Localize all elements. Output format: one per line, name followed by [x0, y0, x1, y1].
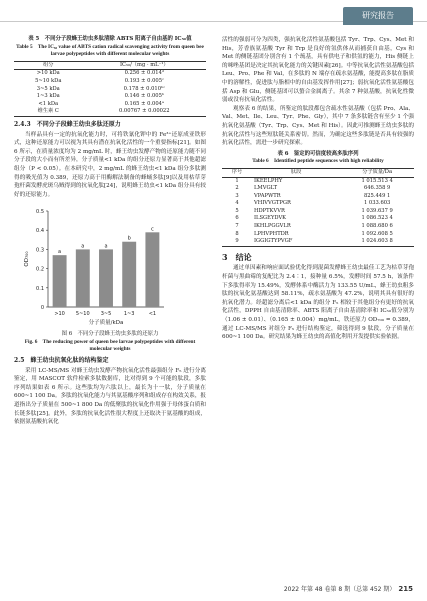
fig6-caption-en: Fig. 6 The reducing power of queen bee larvae polypeptides with different molecular weights: [24, 338, 196, 353]
table-cell: VPAPWTR: [253, 192, 281, 199]
section-2-4-3-title: 2.4.3 不同分子段蜂王幼虫多肽还原力: [14, 120, 121, 128]
table-cell: 825.449 1: [363, 192, 391, 199]
table-cell: IGGIGTYPVGF: [252, 238, 340, 246]
table-row: [222, 208, 414, 216]
bar: [122, 242, 136, 307]
page-number: 215: [398, 585, 413, 593]
table-cell: <1 kDa: [38, 100, 59, 107]
left-column: [14, 36, 206, 427]
table-cell: ILSGEYDVK: [253, 215, 287, 222]
table-cell: 646.358 9: [363, 185, 391, 192]
footer-issue: 2022 年第 48 卷第 8 期（总第 452 期）: [283, 586, 396, 593]
table-cell: 2: [235, 185, 239, 192]
table-cell: 1 024.603 8: [340, 238, 414, 246]
table-cell: 1 015.513 4: [361, 177, 393, 184]
right-column: [222, 36, 414, 342]
table-cell: 0.165 ± 0.004ᵃ: [124, 100, 164, 107]
table-cell: 1 086.523 4: [361, 215, 393, 222]
table-row: [14, 86, 206, 94]
x-tick-label: >10: [54, 311, 65, 318]
table-cell: LMVGLT: [253, 185, 278, 192]
y-tick-label: 0.1: [36, 286, 44, 293]
fig6-bar-chart: [14, 203, 206, 331]
table-row: [14, 70, 206, 78]
bar: [76, 250, 90, 308]
bar: [53, 255, 67, 307]
table-cell: 9: [222, 238, 252, 246]
table5-header-ic50: IC₅₀/（mg · mL⁻¹）: [83, 61, 206, 70]
section-tag: 研究报告: [343, 7, 413, 25]
table5: [14, 61, 206, 117]
table-cell: 7: [235, 223, 239, 230]
right-top-text: 活性的强弱可分为四类，强抗氧化活性氨基酸包括 Tyr、Trp、Cys、Met 和 His，芳香族氨基酸 Tyr 和 Trp 是良好的氢供体从而捕获自由基，Cys 和 Met 的侧链基团分别含有 1 个巯基，具有供电子和供氢的能力，His 侧链上的咪唑基团是决定其抗氧化能力的关键因素[26]。中等抗氧化活性氨基酸包括 Leu、Pro、Phe 和 Val，在多肽的 N 端存在疏水氨基酸，能提高多肽在脂质中的溶解性，促进肽与脂相中的自由基发挥作用[27]；弱抗氧化活性氨基酸包括 Asp 和 Glu，侧链基团可以螯合金属离子。其余 7 种氨基酸，抗氧化性微弱或没有抗氧化活性。: [222, 37, 414, 104]
x-tick-label: 3~5: [100, 311, 112, 318]
table-row: [222, 193, 414, 201]
bar-significance-label: a: [104, 243, 108, 250]
table-cell: 1 039.637 9: [361, 207, 393, 214]
right-paragraph-2: 观察表 6 的结果，所鉴定的肽段都包含疏水性氨基酸（包括 Pro、Ala、Val、Met、Ile、Leu、Tyr、Phe、Gly），其中 7 条多肽链含有至少 1 个强抗氧化氨基酸（Tyr、Trp、Cys、Met 和 His）。因此可推测蜂王幼虫多肽的抗氧化活性与这些短肽链关系密切。然而，为确定这些多肽链是否具有较强的抗氧化活性，需进一步研究探索。: [222, 105, 414, 147]
table5-title-cn: 表 5 不同分子段蜂王幼虫多肽清除 ABTS 阳离子自由基的 IC₅₀值: [28, 36, 192, 42]
table-cell: VHIVVGTPGR: [253, 200, 291, 207]
table-cell: 1~3 kDa: [36, 93, 60, 100]
section-2-5-text: 采用 LC-MS/MS 对蜂王幼虫发酵产物抗氧化活性最强组分 F₅ 进行分离鉴定，用 MASCOT 软件检索多肽数据库，比对得到 9 个可能的肽段，多肽序列结果如表 6 所示。这些肽均为六肽以上，最长为十一肽，分子质量在 600~1 100 Da。多肽的抗氧化能力与其氨基酸序列和组成存在构效关系，报道指出分子质量在 500~1 800 Da 的低聚肽的抗氧化作用强于母体蛋白质和长链多肽[25]。此外，多肽的抗氧化活性很大程度上还取决于氨基酸的组成，依据氨基酸抗氧化: [14, 367, 207, 426]
fig6-caption-cn: 图 6 不同分子段蜂王幼虫多肽的还原力: [61, 331, 159, 338]
bar-significance-label: a: [81, 243, 85, 250]
table-row: [14, 78, 206, 86]
x-axis-label: 分子质量/kDa: [88, 320, 124, 327]
table-cell: 3~5 kDa: [36, 85, 60, 92]
table-cell: IKHLPGGVLR: [253, 223, 291, 230]
table-row: [222, 177, 414, 185]
table-cell: 3: [235, 192, 239, 199]
table-cell: 5~10 kDa: [35, 77, 62, 84]
page-footer: [284, 584, 413, 593]
x-tick-label: <1: [148, 311, 157, 318]
x-tick-label: 5~10: [75, 311, 90, 318]
table-cell: 0.178 ± 0.010ᵇᶜ: [123, 85, 165, 92]
y-tick-label: 0.4: [36, 228, 44, 235]
table-row: [14, 93, 206, 101]
table6-title-cn: 表 6 鉴定的可信度较高多肽序列: [277, 150, 359, 157]
y-tick-label: 0.2: [36, 266, 44, 273]
bar: [99, 250, 113, 308]
table-cell: 5: [235, 207, 239, 214]
y-tick-label: 0.5: [36, 209, 44, 216]
table6-title-en: Table 6 Identified peptide sequences with high reliability: [252, 158, 384, 165]
table-cell: 1: [235, 177, 239, 184]
table-row: [222, 200, 414, 208]
table-row: [222, 185, 414, 193]
table-cell: 1 033.603: [363, 200, 391, 207]
table-cell: 6: [235, 215, 239, 222]
bar-significance-label: b: [127, 236, 131, 243]
table-row: [222, 215, 414, 223]
table-row: [222, 231, 414, 239]
y-axis-label: OD₇₀₀: [24, 251, 30, 267]
bar: [145, 233, 159, 308]
table-row: [222, 223, 414, 231]
table5-header-component: 组分: [14, 61, 83, 70]
table-row: [14, 108, 206, 116]
table-cell: 维生素 C: [14, 108, 83, 116]
table-cell: 1 088.680 6: [361, 223, 393, 230]
x-tick-label: 1~3: [123, 311, 135, 318]
table-cell: 0.193 ± 0.005ᶜ: [124, 77, 164, 84]
table-cell: 8: [235, 230, 239, 237]
page-header: [0, 0, 427, 30]
table6-header-no: 序号: [222, 168, 252, 177]
table-row: [222, 238, 414, 246]
table-cell: >10 kDa: [36, 70, 60, 77]
table6-header-mass: 分子质量/Da: [340, 168, 414, 177]
table6-header-peptide: 肽段: [252, 168, 340, 177]
y-tick-label: 0: [40, 305, 44, 312]
table-cell: IKEELPHY: [253, 177, 283, 184]
section-3-title: 3 结论: [222, 251, 252, 262]
table5-title-en: Table 5 The IC₅₀ value of ABTS cation radical scavenging activity from queen bee larvae polypeptides with different molecular weights: [16, 43, 204, 58]
table-cell: 4: [235, 200, 239, 207]
table6: [222, 168, 414, 247]
table-cell: LPHVPHTDR: [253, 230, 289, 237]
bar-significance-label: a: [58, 249, 62, 256]
table-cell: 0.256 ± 0.014ᵈ: [124, 70, 164, 77]
section-2-4-3-text: 当样品具有一定的抗氧化能力时，可将铁氰化钾中的 Fe³⁺还原成亚铁形式，这种还原能力可以视为其具有潜在抗氧化活性的一个重要指标[21]。如图 6 所示，在质量浓度均为 2 mg/mL 时，蜂王幼虫发酵产物的还原能力随不同分子段的大小而有所差异，分子质量<1 kDa 的组分还原力显著高于其他超滤组分（P < 0.05）。在本研究中，2 mg/mL 的蜂王幼虫<1 kDa 组分多肽测得的吸光值为 0.389，还原力高于用酶解法制备的蜂蛹多肽[9]以及用枯草芽孢杆菌发酵虎斑乌贼得到的抗氧化肽[24]，说明蜂王幼虫<1 kDa 组分具有较好的还原能力。: [14, 131, 206, 198]
table-cell: 0.146 ± 0.005ᵇ: [124, 93, 164, 100]
table-cell: 1 092.608 5: [361, 230, 393, 237]
table-cell: 0.00767 ± 0.00022: [83, 108, 206, 116]
section-2-5-title: 2.5 蜂王幼虫抗氧化肽的结构鉴定: [14, 357, 109, 365]
y-tick-label: 0.3: [36, 247, 44, 254]
section-3-text: 通过单因素和响应面试验优化得到混菌发酵蜂王幼虫最佳工艺为枯草芽孢杆菌与黑曲霉的复配比为 2.4∶1，接种量 6.5%，发酵时间 57.5 h，该条件下多肽得率为 15.49%，发酵体系中酶活力为 133.55 U/mL，蜂王幼虫粗多肽的抗氧化氨基酸达到 58.11%，疏水氨基酸为 47.2%，说明其具有很好的抗氧化潜力。经超滤分离后<1 kDa 的组分 F₅ 相较于其他组分有更好的抗氧化活性，DPPH 自由基清除率、ABTS 阳离子自由基清除率和 IC₅₀值分别为（1.06 ± 0.01）、（0.165 ± 0.004）mg/mL，铁还原力 OD₇₀₀ = 0.389，通过 LC-MS/MS 对组分 F₅ 进行结构鉴定，筛选得到 9 肽段，分子质量在 600~1 100 Da。研究结果为蜂王幼虫的高值化利用开发提供实验依据。: [222, 265, 414, 341]
bar-significance-label: c: [151, 226, 154, 233]
table-cell: HDPTKVVR: [253, 207, 285, 214]
